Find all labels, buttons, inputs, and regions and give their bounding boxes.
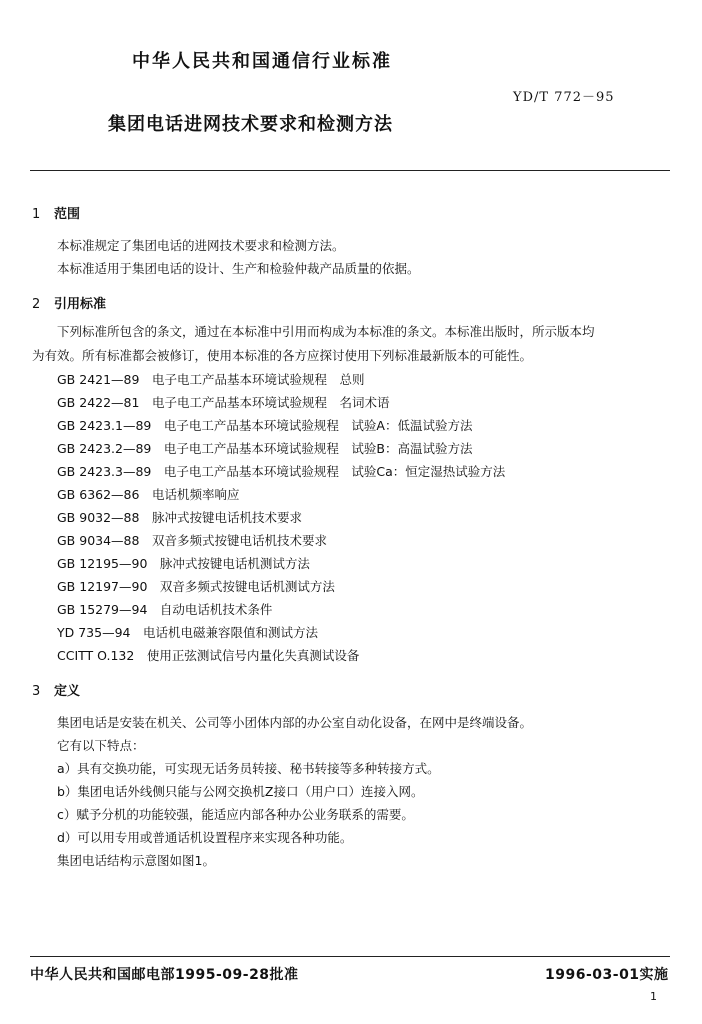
reference-item (57, 554, 310, 572)
reference-code: GB 12195—90 (57, 556, 148, 571)
section-3-para-1: 集团电话是安装在机关、公司等小团体内部的办公室自动化设备，在网中是终端设备。 (57, 715, 533, 730)
document-title: 集团电话进网技术要求和检测方法 (108, 114, 393, 135)
standard-code: YD/T 772－95 (513, 90, 615, 105)
reference-item (57, 416, 472, 434)
section-3-para-figure-ref: 集团电话结构示意图如图1。 (57, 853, 215, 868)
reference-name: 自动电话机技术条件 (159, 602, 273, 617)
reference-code: GB 2423.1—89 (57, 418, 152, 433)
reference-code: GB 2421—89 (57, 372, 140, 387)
footer-rule (30, 956, 670, 957)
reference-item (57, 531, 327, 549)
page-number: 1 (650, 990, 657, 1003)
reference-code: GB 12197—90 (57, 579, 148, 594)
section-3-heading (32, 680, 80, 699)
section-1-heading (32, 203, 80, 222)
section-3-number: 3 (32, 684, 41, 699)
section-2-intro-line-1: 下列标准所包含的条文，通过在本标准中引用而构成为本标准的条文。本标准出版时，所示版本均 (57, 324, 595, 339)
section-1-number: 1 (32, 207, 41, 222)
header-rule (30, 170, 670, 171)
section-3-item-b: b）集团电话外线侧只能与公网交换机Z接口（用户口）连接入网。 (57, 784, 424, 799)
reference-name: 电子电工产品基本环境试验规程 试验B：高温试验方法 (163, 441, 473, 456)
reference-item (57, 508, 302, 526)
section-2-number: 2 (32, 297, 41, 312)
issue-date: 中华人民共和国邮电部1995-09-28批准 (30, 967, 299, 983)
section-1-para-1: 本标准规定了集团电话的进网技术要求和检测方法。 (57, 238, 345, 253)
reference-item (57, 439, 472, 457)
reference-name: 电话机频率响应 (151, 487, 240, 502)
section-2-intro-line-2: 为有效。所有标准都会被修订，使用本标准的各方应探讨使用下列标准最新版本的可能性。 (32, 348, 533, 363)
reference-code: GB 9032—88 (57, 510, 140, 525)
reference-name: 电子电工产品基本环境试验规程 名词术语 (151, 395, 390, 410)
reference-item (57, 370, 364, 388)
reference-code: GB 2423.3—89 (57, 464, 152, 479)
section-3-item-a: a）具有交换功能，可实现无话务员转接、秘书转接等多种转接方式。 (57, 761, 440, 776)
reference-item (57, 646, 359, 664)
section-2-heading (32, 293, 106, 312)
reference-name: 电子电工产品基本环境试验规程 总则 (151, 372, 365, 387)
section-3-title: 定义 (54, 684, 81, 699)
reference-name: 双音多频式按键电话机测试方法 (159, 579, 335, 594)
reference-item (57, 485, 239, 503)
section-3-item-d: d）可以用专用或普通话机设置程序来实现各种功能。 (57, 830, 353, 845)
reference-item (57, 462, 505, 480)
section-1-para-2: 本标准适用于集团电话的设计、生产和检验仲裁产品质量的依据。 (57, 261, 420, 276)
reference-name: 脉冲式按键电话机技术要求 (151, 510, 302, 525)
reference-item (57, 600, 272, 618)
section-3-item-c: c）赋予分机的功能较强，能适应内部各种办公业务联系的需要。 (57, 807, 414, 822)
reference-code: GB 9034—88 (57, 533, 140, 548)
reference-name: 电子电工产品基本环境试验规程 试验A：低温试验方法 (163, 418, 473, 433)
reference-code: GB 2423.2—89 (57, 441, 152, 456)
reference-code: GB 2422—81 (57, 395, 140, 410)
reference-item (57, 393, 389, 411)
reference-name: 使用正弦测试信号内量化失真测试设备 (146, 648, 360, 663)
reference-name: 双音多频式按键电话机技术要求 (151, 533, 327, 548)
effective-date: 1996-03-01实施 (545, 967, 669, 983)
section-3-para-2: 它有以下特点： (57, 738, 145, 753)
section-2-title: 引用标准 (54, 297, 107, 312)
reference-code: GB 15279—94 (57, 602, 148, 617)
reference-item (57, 577, 335, 595)
reference-item (57, 623, 318, 641)
reference-code: GB 6362—86 (57, 487, 140, 502)
reference-name: 脉冲式按键电话机测试方法 (159, 556, 310, 571)
section-1-title: 范围 (54, 207, 81, 222)
reference-name: 电子电工产品基本环境试验规程 试验Ca：恒定湿热试验方法 (163, 464, 506, 479)
standard-org-heading: 中华人民共和国通信行业标准 (132, 51, 392, 72)
reference-name: 电话机电磁兼容限值和测试方法 (143, 625, 319, 640)
reference-code: YD 735—94 (57, 625, 131, 640)
reference-code: CCITT O.132 (57, 648, 135, 663)
